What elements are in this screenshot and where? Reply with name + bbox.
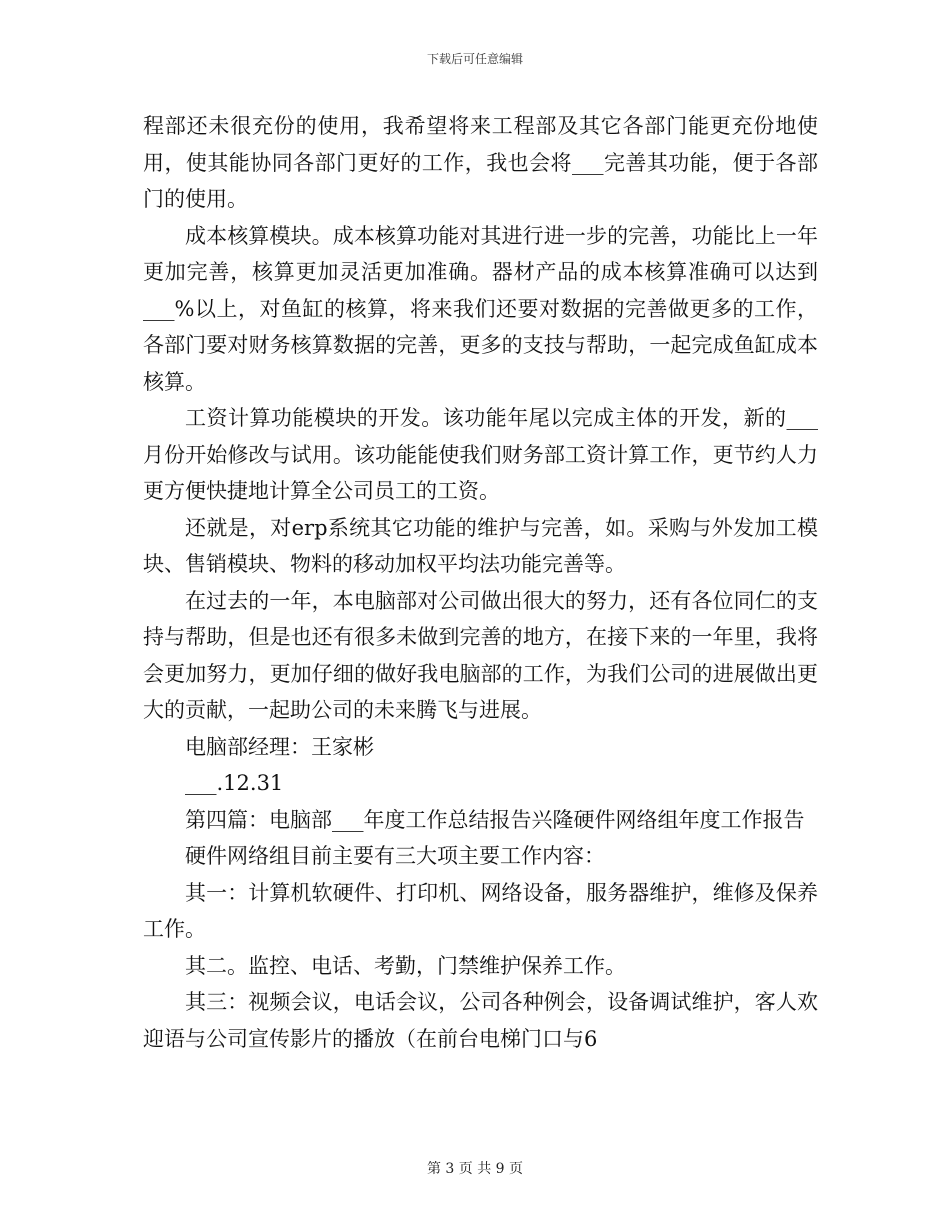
list-item-three: 其三：视频会议，电话会议，公司各种例会，设备调试维护，客人欢迎语与公司宣传影片的播放（在前台电梯门口与6: [143, 990, 818, 1051]
page-header: 下载后可任意编辑: [426, 52, 523, 66]
signature-date: ___.12.31: [185, 771, 284, 795]
paragraph-closing-remarks: 在过去的一年，本电脑部对公司做出很大的努力，还有各位同仁的支持与帮助，但是也还有很多未做到完善的地方，在接下来的一年里，我将会更加努力，更加仔细的做好我电脑部的工作，为我们公司的进展做出更大的贡献，一起助公司的未来腾飞与进展。: [143, 588, 818, 722]
list-item-two: 其二。监控、电话、考勤，门禁维护保养工作。: [185, 953, 626, 978]
paragraph-payroll-module: 工资计算功能模块的开发。该功能年尾以完成主体的开发，新的___月份开始修改与试用。该功能能使我们财务部工资计算工作，更节约人力更方便快捷地计算全公司员工的工资。: [143, 406, 818, 503]
paragraph-erp-maintenance: 还就是，对erp系统其它功能的维护与完善，如。采购与外发加工模块、售销模块、物料的移动加权平均法功能完善等。: [143, 515, 818, 576]
section-title-part-four: 第四篇：电脑部___年度工作总结报告兴隆硬件网络组年度工作报告: [185, 807, 805, 832]
page-footer: 第 3 页 共 9 页: [426, 1161, 524, 1177]
document-body: [143, 108, 818, 1057]
paragraph-cost-accounting: 成本核算模块。成本核算功能对其进行进一步的完善，功能比上一年更加完善，核算更加灵活更加准确。器材产品的成本核算准确可以达到___%以上，对鱼缸的核算，将来我们还要对数据的完善做更多的工作，各部门要对财务核算数据的完善，更多的支技与帮助，一起完成鱼缸成本核算。: [143, 223, 818, 394]
signature-manager: 电脑部经理：王家彬: [185, 734, 374, 759]
paragraph-work-overview: 硬件网络组目前主要有三大项主要工作内容：: [185, 844, 605, 868]
list-item-one: 其一：计算机软硬件、打印机、网络设备，服务器维护，维修及保养工作。: [143, 880, 818, 941]
paragraph-continuation: 程部还未很充份的使用，我希望将来工程部及其它各部门能更充份地使用，使其能协同各部门更好的工作，我也会将___完善其功能，便于各部门的使用。: [143, 114, 818, 211]
